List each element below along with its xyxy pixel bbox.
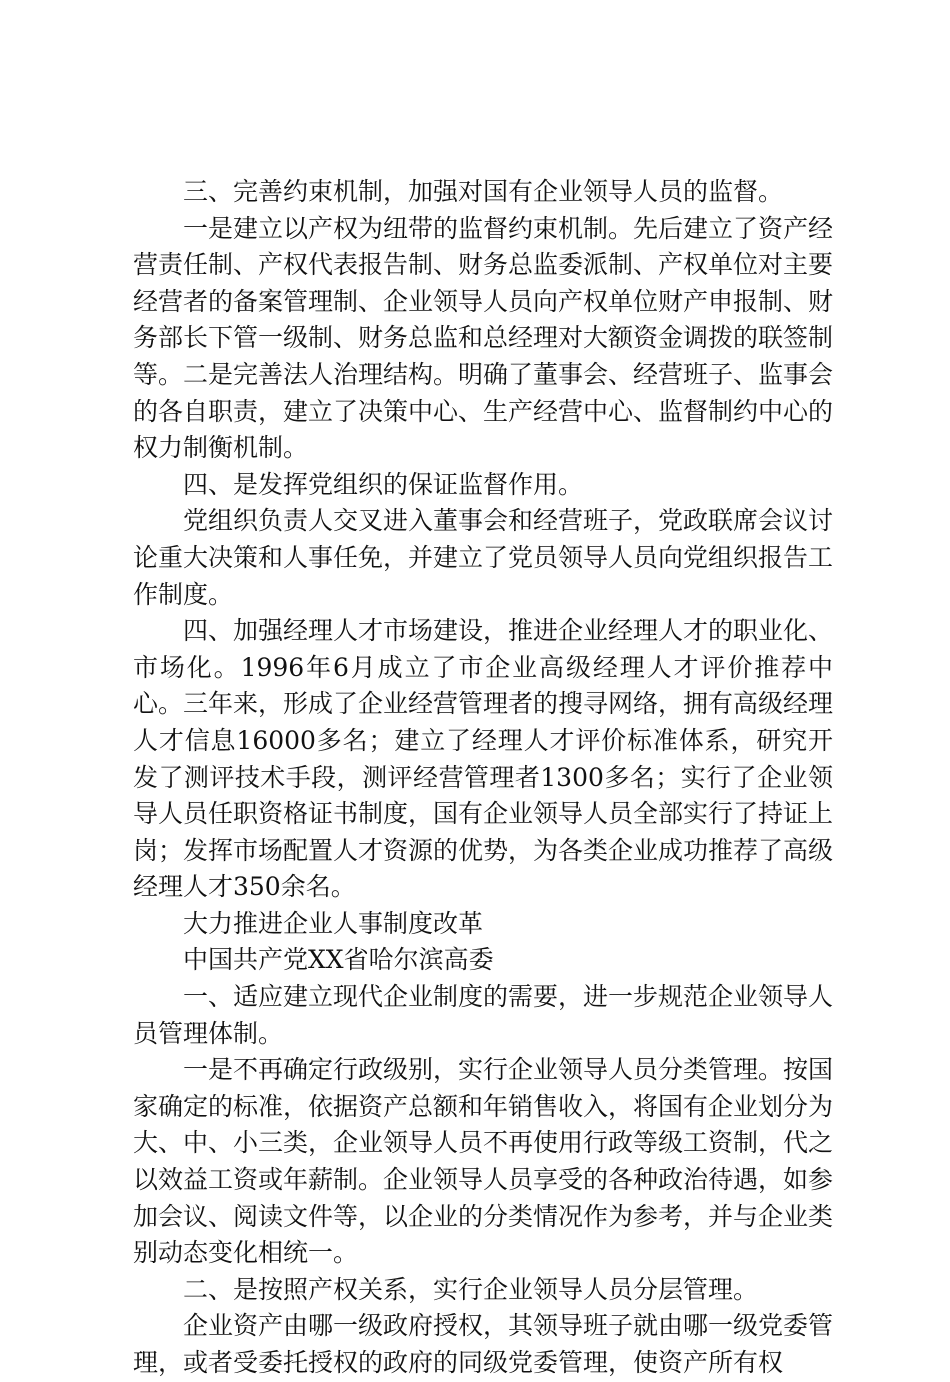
article-author: 中国共产党XX省哈尔滨高委 [183, 945, 494, 975]
paragraph-asset-authorization: 企业资产由哪一级政府授权，其领导班子就由哪一级党委管理，或者受委托授权的政府的同级党委管理，使资产所有权 [133, 1311, 834, 1377]
paragraph-supervision-mechanism: 一是建立以产权为纽带的监督约束机制。先后建立了资产经营责任制、产权代表报告制、财务总监委派制、产权单位对主要经营者的备案管理制、企业领导人员向产权单位财产申报制、财务部长下管一级制、财务总监和总经理对大额资金调拨的联签制等。二是完善法人治理结构。明确了董事会、经营班子、监事会的各自职责，建立了决策中心、生产经营中心、监督制约中心的权力制衡机制。 [133, 213, 834, 463]
section-heading-management-system: 一、适应建立现代企业制度的需要，进一步规范企业领导人员管理体制。 [133, 982, 834, 1048]
paragraph-classified-management: 一是不再确定行政级别，实行企业领导人员分类管理。按国家确定的标准，依据资产总额和年销售收入，将国有企业划分为大、中、小三类，企业领导人员不再使用行政等级工资制，代之以效益工资或年薪制。企业领导人员享受的各种政治待遇，如参加会议、阅读文件等，以企业的分类情况作为参考，并与企业类别动态变化相统一。 [133, 1055, 834, 1268]
section-heading-tiered-management: 二、是按照产权关系，实行企业领导人员分层管理。 [183, 1274, 759, 1304]
paragraph-party-organization: 党组织负责人交叉进入董事会和经营班子，党政联席会议讨论重大决策和人事任免，并建立了党员领导人员向党组织报告工作制度。 [133, 506, 834, 609]
document-body [133, 174, 833, 1382]
section-heading-constraint-mechanism: 三、完善约束机制，加强对国有企业领导人员的监督。 [183, 177, 784, 206]
article-title: 大力推进企业人事制度改革 [183, 908, 484, 938]
paragraph-manager-talent-market: 四、加强经理人才市场建设，推进企业经理人才的职业化、市场化。1996年6月成立了市企业高级经理人才评价推荐中心。三年来，形成了企业经营管理者的搜寻网络，拥有高级经理人才信息16000多名；建立了经理人才评价标准体系，研究开发了测评技术手段，测评经营管理者1300多名；实行了企业领导人员任职资格证书制度，国有企业领导人员全部实行了持证上岗；发挥市场配置人才资源的优势，为各类企业成功推荐了高级经理人才350余名。 [133, 616, 834, 902]
section-heading-party-supervision: 四、是发挥党组织的保证监督作用。 [183, 469, 584, 499]
